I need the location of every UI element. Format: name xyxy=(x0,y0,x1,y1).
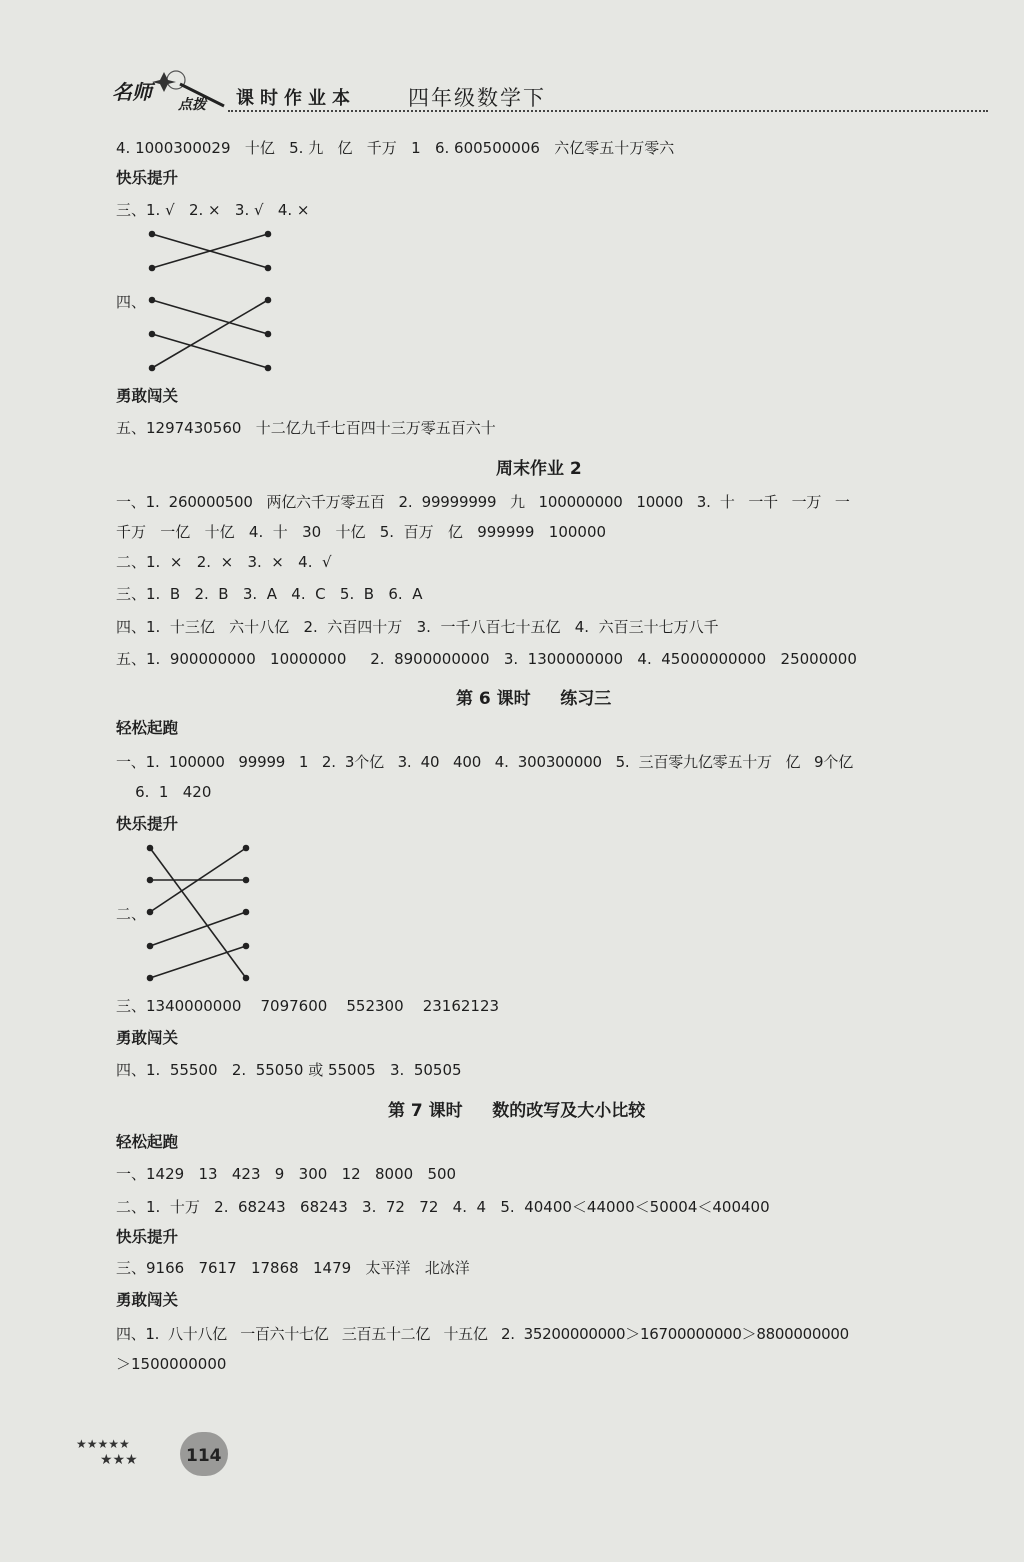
answer-line: 三、1. B 2. B 3. A 4. C 5. B 6. A xyxy=(116,585,423,603)
answer-line: 二、1. × 2. × 3. × 4. √ xyxy=(116,553,332,571)
answer-line: 一、1429 13 423 9 300 12 8000 500 xyxy=(116,1165,457,1183)
answer-line: 四、1. 55500 2. 55050 或 55005 3. 50505 xyxy=(116,1061,462,1079)
answer-line: 4. 1000300029 十亿 5. 九 亿 千万 1 6. 600500006 六亿零五十万零六 xyxy=(116,139,675,157)
section-heading: 轻松起跑 xyxy=(116,1133,179,1151)
section-heading: 勇敢闯关 xyxy=(116,1291,179,1309)
page-header xyxy=(108,66,988,118)
header-divider xyxy=(228,110,988,112)
logo-text-top: 名师 xyxy=(112,80,152,104)
section-heading: 轻松起跑 xyxy=(116,719,179,737)
answer-line: 一、1. 260000500 两亿六千万零五百 2. 99999999 九 100000000 10000 3. 十 一千 一万 一 xyxy=(116,493,850,511)
section-heading: 勇敢闯关 xyxy=(116,1029,179,1047)
answer-line: 6. 1 420 xyxy=(116,783,212,801)
answer-line: ＞1500000000 xyxy=(116,1355,227,1373)
section-title: 周末作业 2 xyxy=(496,459,582,479)
matching-diagram xyxy=(146,842,250,984)
section-heading: 勇敢闯关 xyxy=(116,387,179,405)
answer-line: 一、1. 100000 99999 1 2. 3个亿 3. 40 400 4. 300300000 5. 三百零九亿零五十万 亿 9个亿 xyxy=(116,753,853,771)
series-title: 课时作业本 xyxy=(236,88,356,109)
answer-line: 三、1340000000 7097600 552300 23162123 xyxy=(116,997,500,1015)
answer-line: 千万 一亿 十亿 4. 十 30 十亿 5. 百万 亿 999999 100000 xyxy=(116,523,607,541)
stars-decoration-icon xyxy=(76,1434,186,1474)
logo xyxy=(108,66,228,114)
section-heading: 快乐提升 xyxy=(116,815,179,833)
section-title: 第 6 课时 练习三 xyxy=(456,689,612,709)
answer-line: 五、1297430560 十二亿九千七百四十三万零五百六十 xyxy=(116,419,496,437)
question-marker: 四、 xyxy=(116,293,147,311)
answer-line: 二、1. 十万 2. 68243 68243 3. 72 72 4. 4 5. 40400＜44000＜50004＜400400 xyxy=(116,1198,770,1216)
answer-line: 四、1. 八十八亿 一百六十七亿 三百五十二亿 十五亿 2. 35200000000＞16700000000＞8800000000 xyxy=(116,1325,849,1343)
section-heading: 快乐提升 xyxy=(116,169,179,187)
answer-line: 四、1. 十三亿 六十八亿 2. 六百四十万 3. 一千八百七十五亿 4. 六百三十七万八千 xyxy=(116,618,719,636)
svg-text:★★★★★: ★★★★★ xyxy=(76,1437,130,1451)
section-title: 第 7 课时 数的改写及大小比较 xyxy=(388,1101,646,1121)
matching-diagram xyxy=(146,228,276,376)
svg-text:★★★: ★★★ xyxy=(100,1452,138,1468)
answer-line: 五、1. 900000000 10000000 2. 8900000000 3. 1300000000 4. 45000000000 25000000 xyxy=(116,650,857,668)
logo-text-bottom: 点拨 xyxy=(178,97,206,113)
answer-line: 三、9166 7617 17868 1479 太平洋 北冰洋 xyxy=(116,1259,470,1277)
page-number: 114 xyxy=(186,1446,222,1466)
section-heading: 快乐提升 xyxy=(116,1228,179,1246)
grade-title: 四年级数学下 xyxy=(408,86,546,110)
question-marker: 二、 xyxy=(116,905,147,923)
answer-line: 三、1. √ 2. × 3. √ 4. × xyxy=(116,201,310,219)
